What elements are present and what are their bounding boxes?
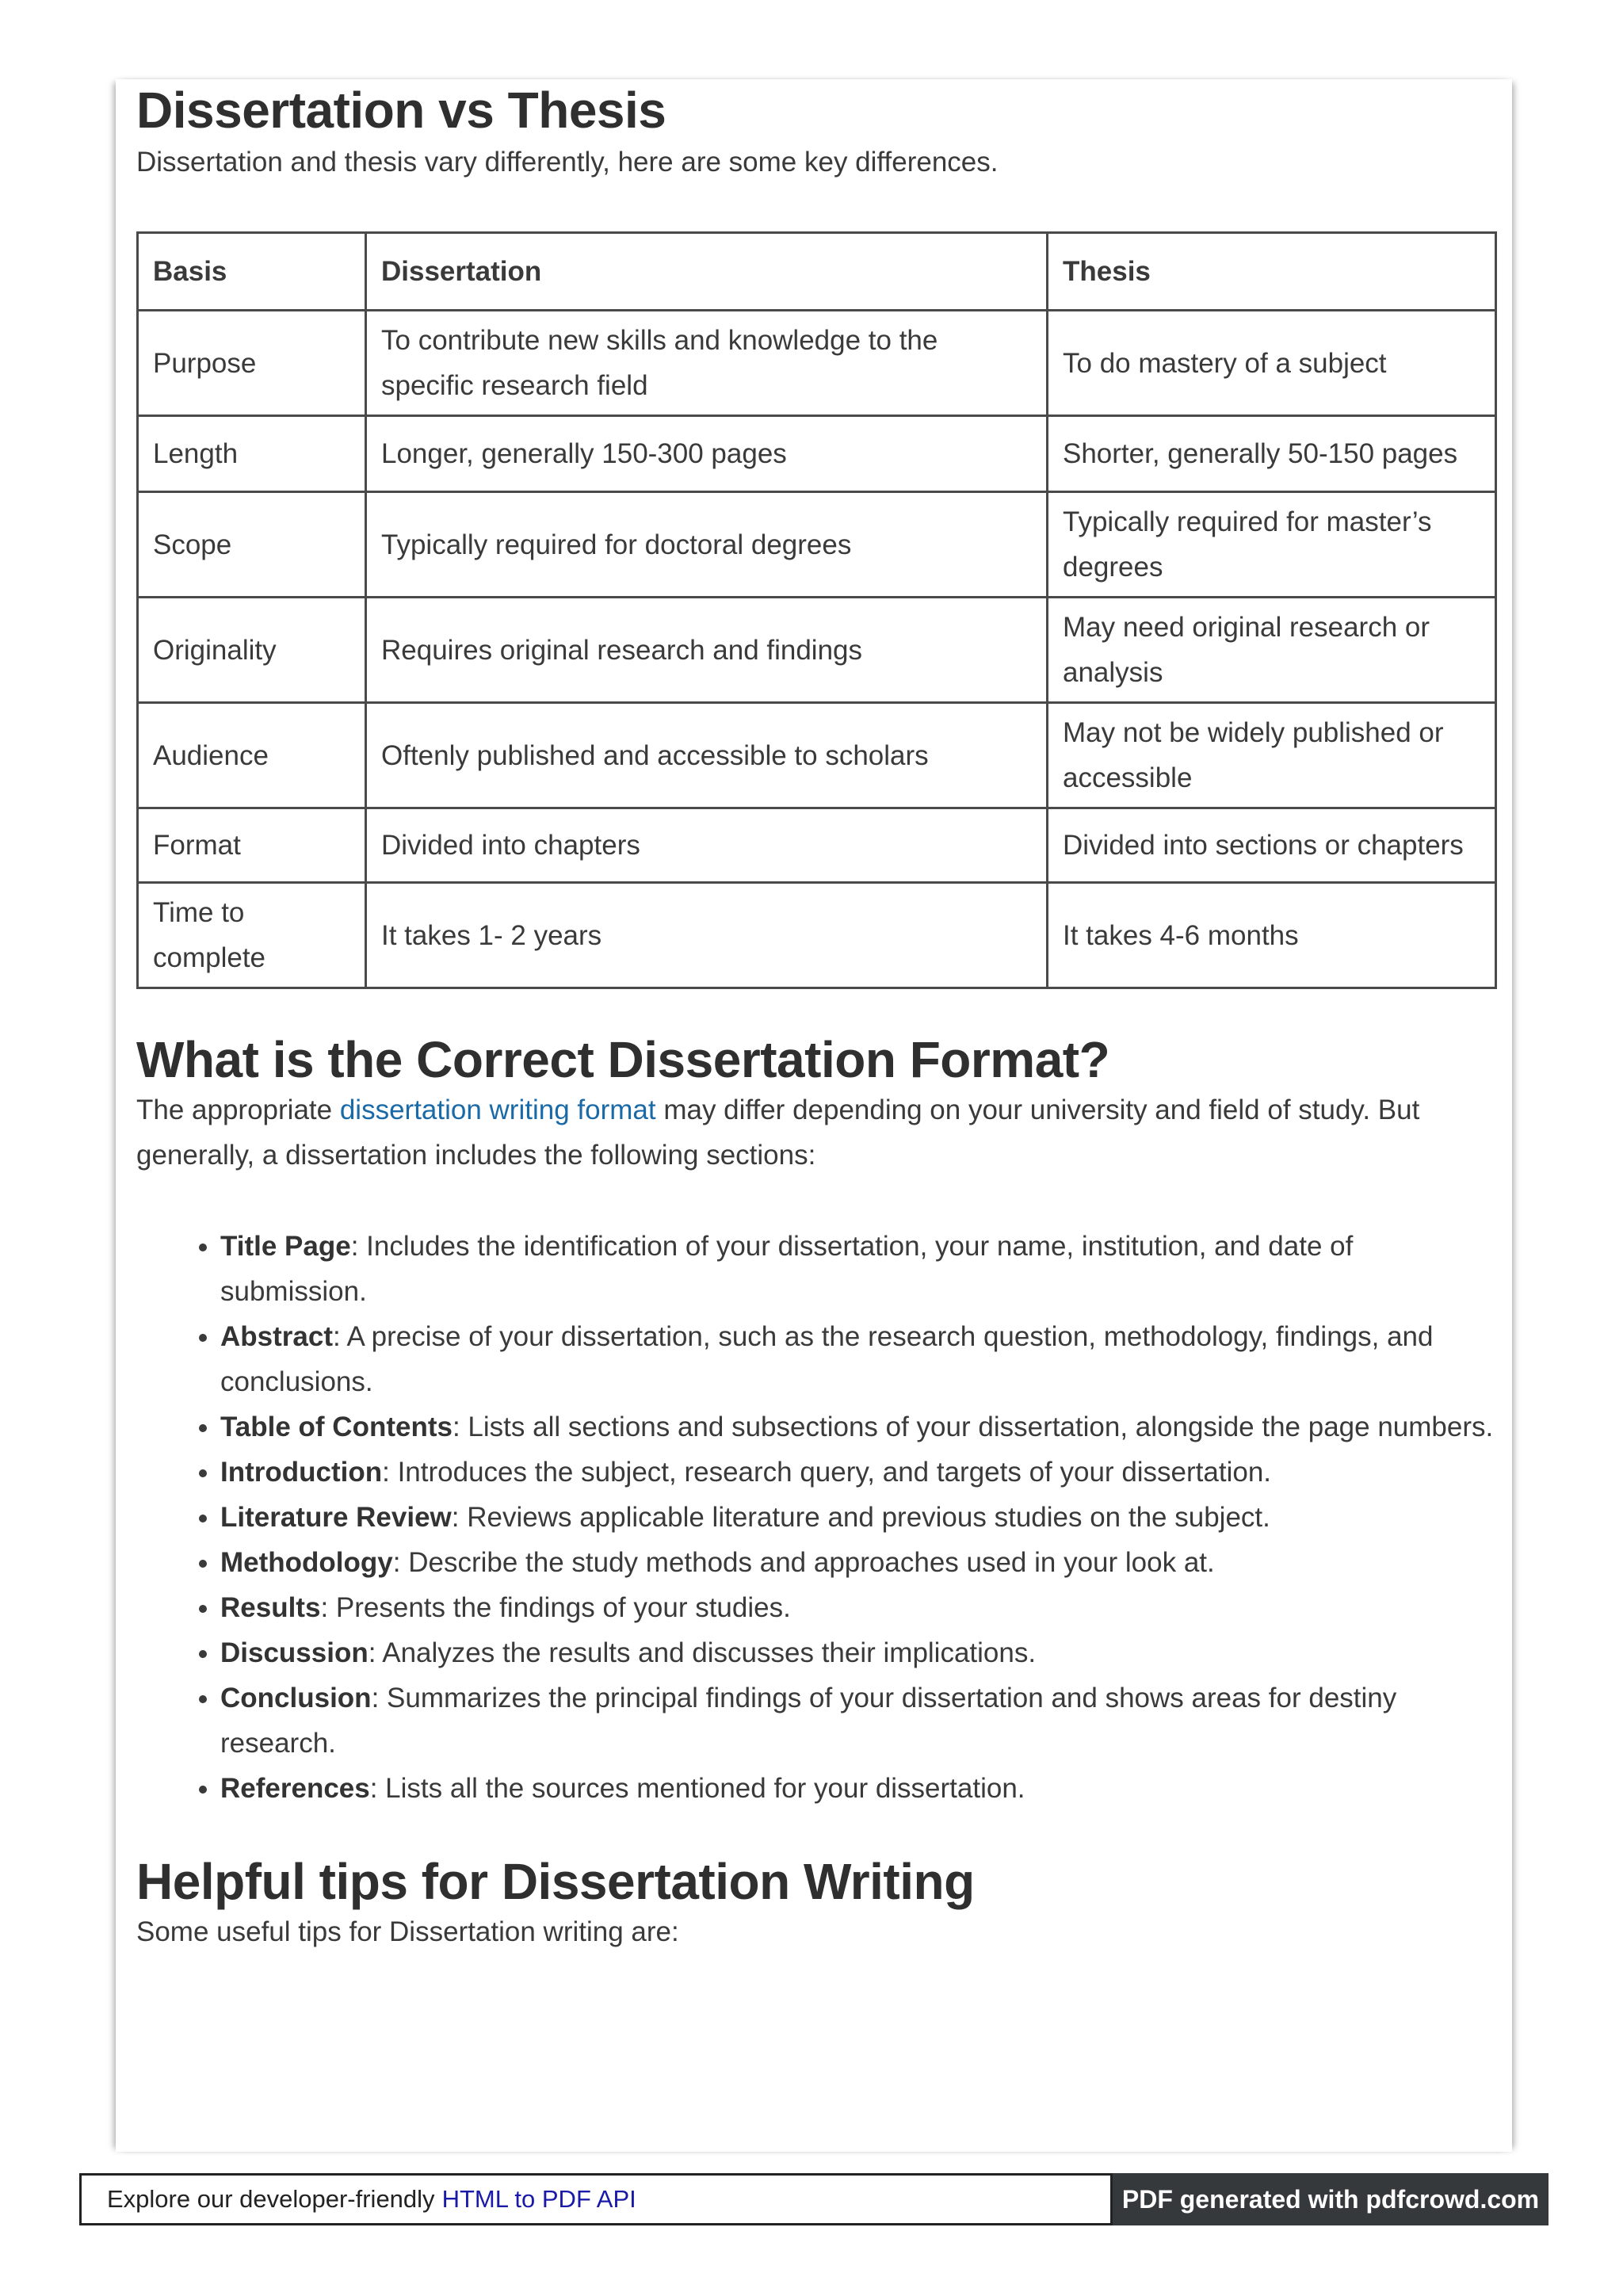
- table-cell: Typically required for master’s degrees: [1048, 492, 1496, 598]
- table-cell: Typically required for doctoral degrees: [366, 492, 1048, 598]
- list-item-desc: : Reviews applicable literature and previous studies on the subject.: [451, 1502, 1270, 1533]
- footer-promo-text: Explore our developer-friendly: [107, 2185, 435, 2213]
- list-item: [220, 1404, 1495, 1450]
- html-to-pdf-api-link[interactable]: HTML to PDF API: [441, 2185, 636, 2213]
- table-header-dissertation: Dissertation: [366, 233, 1048, 311]
- section-intro: [136, 1087, 1495, 1178]
- table-cell: May need original research or analysis: [1048, 598, 1496, 703]
- list-item-desc: : Summarizes the principal findings of your dissertation and shows areas for destiny research.: [220, 1683, 1397, 1759]
- footer-generated-by[interactable]: PDF generated with pdfcrowd.com: [1113, 2173, 1549, 2225]
- table-row: [138, 311, 1496, 416]
- section-heading-dissertation-format: What is the Correct Dissertation Format?: [136, 1031, 1110, 1088]
- table-cell: Audience: [138, 703, 366, 808]
- list-item-desc: : Lists all sections and subsections of your dissertation, alongside the page numbers.: [452, 1412, 1494, 1442]
- list-item: [220, 1675, 1495, 1766]
- list-item-term: Results: [220, 1592, 321, 1623]
- pdf-footer: [79, 2173, 1549, 2225]
- list-item-desc: : Presents the findings of your studies.: [320, 1592, 791, 1623]
- table-row: [138, 598, 1496, 703]
- list-item: [220, 1224, 1495, 1314]
- intro-text: may differ depending on your university and field of study. But generally, a dissertation includes the following sections:: [136, 1095, 1420, 1171]
- table-cell: Originality: [138, 598, 366, 703]
- table-cell: Longer, generally 150-300 pages: [366, 416, 1048, 492]
- table-cell: Scope: [138, 492, 366, 598]
- dissertation-writing-format-link[interactable]: dissertation writing format: [339, 1095, 656, 1125]
- list-item: [220, 1495, 1495, 1540]
- list-item-term: Introduction: [220, 1457, 383, 1488]
- table-cell: Shorter, generally 50-150 pages: [1048, 416, 1496, 492]
- list-item-term: Methodology: [220, 1547, 393, 1578]
- table-cell: It takes 4-6 months: [1048, 883, 1496, 988]
- list-item-term: Table of Contents: [220, 1412, 453, 1442]
- list-item: [220, 1314, 1495, 1404]
- table-cell: Divided into sections or chapters: [1048, 808, 1496, 883]
- article-content: [136, 79, 1495, 1954]
- list-item: [220, 1450, 1495, 1495]
- list-item-term: References: [220, 1773, 370, 1804]
- table-cell: Divided into chapters: [366, 808, 1048, 883]
- table-cell: Requires original research and findings: [366, 598, 1048, 703]
- table-cell: It takes 1- 2 years: [366, 883, 1048, 988]
- table-cell: May not be widely published or accessible: [1048, 703, 1496, 808]
- list-item-term: Conclusion: [220, 1683, 372, 1713]
- section-heading-helpful-tips: Helpful tips for Dissertation Writing: [136, 1853, 975, 1910]
- footer-promo: [79, 2173, 1113, 2225]
- table-header-row: [138, 233, 1496, 311]
- list-item: [220, 1766, 1495, 1811]
- table-row: [138, 808, 1496, 883]
- list-item-desc: : Includes the identification of your dissertation, your name, institution, and date of submission.: [220, 1231, 1354, 1307]
- list-item-desc: : A precise of your dissertation, such as the research question, methodology, findings, and conclusions.: [220, 1321, 1434, 1397]
- table-cell: Time to complete: [138, 883, 366, 988]
- comparison-table: [136, 231, 1497, 989]
- table-header-basis: Basis: [138, 233, 366, 311]
- list-item-desc: : Lists all the sources mentioned for your dissertation.: [369, 1773, 1025, 1804]
- list-item: [220, 1630, 1495, 1675]
- list-item-desc: : Analyzes the results and discusses their implications.: [368, 1637, 1037, 1668]
- table-header-thesis: Thesis: [1048, 233, 1496, 311]
- list-item-term: Abstract: [220, 1321, 333, 1352]
- table-cell: Purpose: [138, 311, 366, 416]
- table-cell: Format: [138, 808, 366, 883]
- table-cell: To do mastery of a subject: [1048, 311, 1496, 416]
- table-row: [138, 703, 1496, 808]
- list-item: [220, 1585, 1495, 1630]
- list-item-term: Discussion: [220, 1637, 369, 1668]
- section-intro: Dissertation and thesis vary differently, here are some key differences.: [136, 147, 999, 178]
- list-item: [220, 1540, 1495, 1585]
- table-cell: Oftenly published and accessible to scholars: [366, 703, 1048, 808]
- table-row: [138, 492, 1496, 598]
- list-item-term: Literature Review: [220, 1502, 452, 1533]
- section-intro: Some useful tips for Dissertation writing are:: [136, 1916, 679, 1947]
- table-row: [138, 416, 1496, 492]
- format-sections-list: [136, 1224, 1495, 1811]
- intro-text: The appropriate: [136, 1095, 340, 1125]
- table-cell: Length: [138, 416, 366, 492]
- table-row: [138, 883, 1496, 988]
- list-item-term: Title Page: [220, 1231, 351, 1262]
- list-item-desc: : Describe the study methods and approaches used in your look at.: [392, 1547, 1215, 1578]
- table-cell: To contribute new skills and knowledge to the specific research field: [366, 311, 1048, 416]
- section-heading-dissertation-vs-thesis: Dissertation vs Thesis: [136, 82, 666, 139]
- list-item-desc: : Introduces the subject, research query, and targets of your dissertation.: [382, 1457, 1272, 1488]
